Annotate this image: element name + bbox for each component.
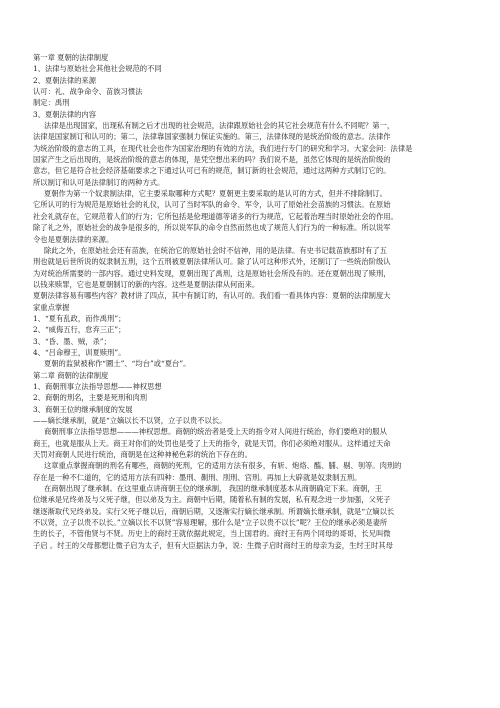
text-line: 子启 。纣王的父母都想让微子启为太子，但有大臣据法力争，说：生微子启时商纣王的母亲为妾，生纣王时其母 (33, 540, 393, 550)
text-line: 1、“夏有乱政，而作禹刑”； (33, 313, 126, 323)
text-line: 在商朝出现了继承制。在这里重点讲商朝王位的继承制， 我国的继承制度基本从商朝确定下来。商朝，王 (43, 484, 382, 494)
text-line: 3、商朝王位的继承制度的发展 (33, 404, 133, 414)
text-line: 制定：禹刑 (33, 98, 70, 108)
text-line: 3、夏朝法律的内容 (33, 109, 97, 119)
text-line: 2、“威侮五行，怠弃三正”； (33, 325, 126, 335)
text-line: 以钱来赎罪，它也是夏朝制订的新的内容。这些是夏朝法律从何而来。 (33, 279, 260, 289)
text-line: 除了礼之外，原始社会的战争是很多的，所以说军队的命令自然而然也成了规范人们行为的一种标准。所以说军 (33, 223, 391, 233)
text-line: 夏朝的监狱被称作“圜土”、“均台”或“夏台”。 (43, 359, 191, 369)
text-line: 第二章 商朝的法律制度 (33, 370, 109, 380)
text-line: 第一章 夏朝的法律制度 (33, 53, 109, 62)
text-line: 国家产生之后出现的，是统治阶级的意志的体现，是凭空想出来的吗？我们说不是，虽然它体现的是统治阶级的 (33, 155, 391, 165)
text-line: 社会礼就存在，它规范着人们的行为；它所包括是伦理道德等诸多的行为规范，它起着治理当时原始社会的作用。 (33, 211, 398, 221)
text-line: 2、商朝的刑名，主要是死刑和肉刑 (33, 393, 148, 403)
text-line: 2、夏朝法律的来源 (33, 75, 97, 85)
text-line: 为对统治所需要的一部内容。通过史料发现，夏朝出现了禹刑，这是原始社会所没有的。还在夏朝出现了赎刑， (33, 268, 391, 278)
text-line: 它所认可的行为规范是原始社会的礼仪，认可了当时军队的命令、军令，认可了原始社会苗族的习惯法。在原始 (33, 200, 391, 210)
text-line: 3、“昏、墨、贼，杀”； (33, 336, 111, 346)
text-line: 天罚对商朝人民进行统治，商朝是在这种神秘色彩的统治下存在的。 (33, 450, 252, 460)
text-line: 4、“吕命穆王，训夏赎刑”。 (33, 347, 126, 357)
document-page (33, 52, 473, 551)
text-line: 所以制订和认可是法律制订的两种方式。 (33, 177, 165, 187)
text-line: 除此之外，在原始社会还有苗族，在统治它的原始社会时不信神，用的是法律。有史书记载苗族那时有了五 (43, 245, 387, 255)
text-line: 夏朝法律容易有哪些内容？教材讲了四点，其中有制订的，有认可的。我们看一看具体内容：夏朝的法律制度大 (33, 291, 391, 301)
text-line: 1、法律与原始社会其他社会规范的不同 (33, 64, 162, 74)
text-line: 刑也就是后世所说的奴隶制五刑，这个五刑被夏朝法律所认可。除了认可这种形式外，还制订了一些统治阶级认 (33, 257, 391, 267)
text-line: 这章重点掌握商朝的刑名有哪些，商朝的死刑，它的适用方法有很多，有斩、炮烙、醢、脯、剔、刳等。肉刑的 (43, 461, 402, 471)
text-line: 法律是出现国家，出现私有制之后才出现的社会规范，法律跟原始社会的其它社会规范有什么不同呢？第一， (43, 121, 395, 131)
text-line: 夏朝作为第一个奴隶制法律，它主要采取哪种方式呢？夏朝更主要采取的是认可的方式，但并不排除制订。 (43, 189, 387, 199)
text-line: 商王，也就是服从上天。商王对你们的处罚也是受了上天的指令，就是天罚，你们必须绝对服从。这样通过天命 (33, 438, 391, 448)
text-line: 存在是一种不仁道的，它的适用方法有四种：墨刑、劓刑、刖刑、宫刑。再加上大辟就是奴隶制五刑。 (33, 472, 362, 482)
text-line: 令也是夏朝法律的来源。 (33, 234, 114, 244)
text-line: 为统治阶级的意志的工具，在现代社会也作为国家治理的有效的方法，我们进行专门的研究和学习。大家会问：法律是 (33, 143, 413, 153)
text-line: 继逐渐取代兄终弟及。实行父死子继以后，商朝后期，又逐渐实行嫡长继承制。所谓嫡长继承制，就是“立嫡以长 (33, 506, 395, 516)
text-line: 生的长子，不管他贤与不贤。历史上的商纣王就依据此规定，当上国君的。商纣王有两个同母的哥哥，长兄叫微 (33, 529, 391, 539)
text-line: 意志，但它是符合社会经济基础要求之下通过认可已有的规范，制订新的社会规范，通过这两种方式制订它的。 (33, 166, 391, 176)
text-line: 位继承是兄终弟及与父死子继，但以弟及为主。商朝中后期，随着私有制的发展，私有观念进一步加强，父死子 (33, 495, 391, 505)
text-line: 法律是国家制订和认可的；第二，法律靠国家强制力保证实施的。第三，法律体现的是统治阶级的意志。法律作 (33, 132, 391, 142)
text-line: 不以贤，立子以贵不以长。”立嫡以长不以贤”容易理解，那什么是“立子以贵不以长”呢？王位的继承必须是妻所 (33, 518, 388, 528)
text-line: 商朝刑事立法指导思想———神权思想。商朝的统治者是受上天的指令对人间进行统治，你们要绝对的服从 (43, 427, 387, 437)
text-line: ——嫡长继承制，就是“立嫡以长不以贤，立子以贵不以长。 (33, 416, 227, 425)
text-line: 家重点掌握 (33, 302, 70, 312)
text-line: 认可：礼、战争命令、苗族习惯法 (33, 87, 143, 97)
text-line: 1、商朝刑事立法指导思想——神权思想 (33, 381, 162, 391)
